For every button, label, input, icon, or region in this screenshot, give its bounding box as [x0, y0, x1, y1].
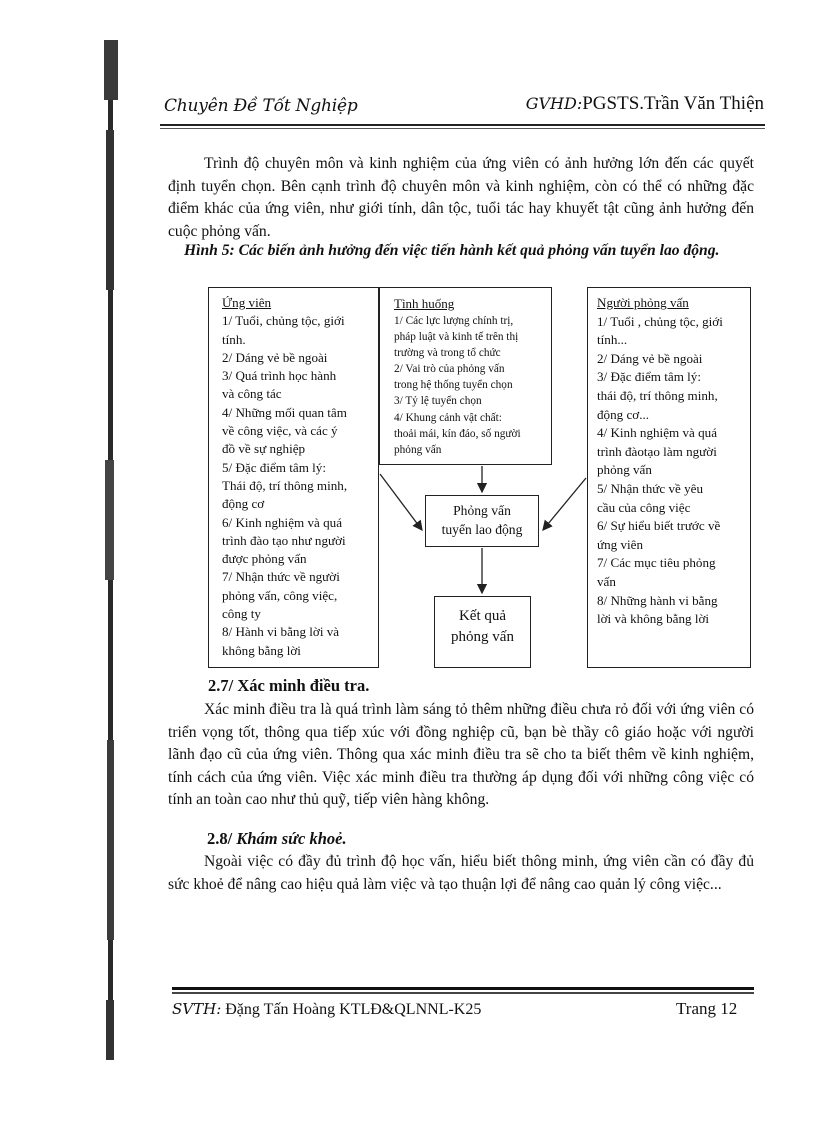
supervisor-name: PGSTS.Trần Văn Thiện: [582, 93, 764, 114]
candidate-line: và công tác: [222, 386, 282, 402]
interviewer-line: trình đàotạo làm người: [597, 443, 717, 459]
footer-rule: [172, 987, 754, 990]
interviewer-line: 4/ Kinh nghiệm và quá: [597, 425, 718, 441]
interviewer-line: vấn: [597, 573, 616, 589]
candidate-line: 2/ Dáng vẻ bề ngoài: [222, 349, 328, 365]
candidate-line: công ty: [222, 606, 261, 622]
student-name: Đặng Tấn Hoàng KTLĐ&QLNNL-K25: [225, 1001, 482, 1018]
candidate-line: tính.: [222, 331, 246, 347]
intro-paragraph: Trình độ chuyên môn và kinh nghiệm của ứng viên có ảnh hưởng lớn đến các quyết định tuyển chọn. Bên cạnh trình độ chuyên môn và kinh nghiệm, còn có thể có những đặc điểm khác của ứng viên, như giới tính, dân tộc, tuổi tác hay khuyết tật cũng ảnh hưởng đến cuộc phỏng vấn.: [168, 155, 754, 240]
situation-line: trong hệ thống tuyển chọn: [394, 379, 513, 392]
result-box: [434, 596, 531, 668]
interviewer-line: 2/ Dáng vẻ bề ngoài: [597, 350, 703, 366]
candidate-line: đồ về sự nghiệp: [222, 441, 306, 457]
interviewer-line: 3/ Đặc điểm tâm lý:: [597, 369, 701, 385]
interviewer-line: phỏng vấn: [597, 462, 652, 478]
page-number: Trang 12: [676, 999, 738, 1018]
interviewer-line: lời và không bằng lời: [597, 611, 710, 627]
interview-box-line: tuyển lao động: [441, 522, 523, 537]
candidate-line: 1/ Tuổi, chủng tộc, giới: [222, 313, 345, 329]
interviewer-line: động cơ...: [597, 406, 650, 422]
interviewer-line: 7/ Các mục tiêu phỏng: [597, 555, 716, 571]
footer-rule-thin: [172, 992, 754, 994]
interviewer-line: ứng viên: [597, 536, 644, 552]
interviewer-line: 8/ Những hành vi bằng: [597, 592, 718, 608]
candidate-line: được phỏng vấn: [222, 551, 307, 567]
interviewer-title: Người phỏng vấn: [597, 295, 689, 310]
situation-title: Tình huống: [394, 296, 455, 311]
interviewer-line: 1/ Tuổi , chủng tộc, giới: [597, 313, 723, 329]
student-info: [172, 1000, 481, 1019]
result-box-line: phỏng vấn: [451, 629, 514, 645]
situation-line: 2/ Vai trò của phỏng vấn: [394, 363, 505, 376]
arrow-interviewer-to-interview: [543, 478, 586, 530]
section-2-8-heading: [207, 829, 347, 849]
interviewer-line: 5/ Nhận thức về yêu: [597, 480, 703, 496]
section-2-8-title: Khám sức khoẻ.: [236, 829, 347, 848]
student-label: SVTH:: [172, 1000, 222, 1018]
situation-line: 1/ Các lực lượng chính trị,: [394, 315, 514, 327]
candidate-line: không bằng lời: [222, 642, 301, 658]
candidate-line: 3/ Quá trình học hành: [222, 368, 337, 384]
candidate-line: về công việc, và các ý: [222, 423, 338, 439]
situation-line: thoải mái, kín đáo, số người: [394, 427, 521, 440]
interview-box-line: Phỏng vấn: [453, 503, 511, 518]
candidate-title: Ứng viên: [222, 295, 272, 310]
result-box-line: Kết quả: [458, 608, 507, 624]
interview-box: [425, 495, 539, 547]
section-2-7-heading: 2.7/ Xác minh điều tra.: [208, 676, 370, 695]
situation-line: trường và trong tổ chức: [394, 347, 501, 360]
candidate-line: 8/ Hành vi bằng lời và: [222, 624, 340, 640]
candidate-line: 5/ Đặc điểm tâm lý:: [222, 459, 326, 475]
candidate-line: 6/ Kinh nghiệm và quá: [222, 514, 343, 530]
situation-box: [379, 287, 552, 465]
section-2-7-text: Xác minh điều tra là quá trình làm sáng tỏ thêm những điều chưa rỏ đối với ứng viên có triển vọng tốt, thông qua tiếp xúc với đồng nghiệp cũ, bạn bè thầy cô giáo hoặc với người lãnh đạo cũ của ứng viên. Thông qua xác minh điều tra sẽ cho ta biết thêm về kinh nghiệm, tính cách của ứng viên. Việc xác minh điều tra thường áp dụng đối với những công việc có tính an toàn cao như thủ quỹ, tiếp viên hàng không.: [168, 701, 754, 808]
interviewer-box: [587, 287, 751, 668]
candidate-line: động cơ: [222, 496, 265, 512]
candidate-box: [208, 287, 379, 668]
candidate-line: 7/ Nhận thức về người: [222, 569, 340, 585]
figure-caption: Hình 5: Các biến ảnh hưởng đến việc tiến hành kết quả phỏng vấn tuyển lao động.: [184, 242, 720, 259]
situation-line: 4/ Khung cảnh vật chất:: [394, 411, 502, 424]
situation-line: phỏng vấn: [394, 443, 442, 456]
interviewer-line: thái độ, trí thông minh,: [597, 387, 718, 403]
supervisor-label: GVHD:: [525, 94, 583, 113]
section-2-8-number: 2.8/: [207, 829, 233, 848]
interviewer-line: tính...: [597, 332, 628, 348]
situation-line: 3/ Tỷ lệ tuyển chọn: [394, 395, 482, 408]
candidate-line: Thái độ, trí thông minh,: [222, 477, 348, 493]
document-title: Chuyên Đề Tốt Nghiệp: [164, 96, 358, 116]
arrow-candidate-to-interview: [380, 474, 422, 530]
section-2-8-text: Ngoài việc có đầy đủ trình độ học vấn, hiểu biết thông minh, ứng viên cần có đầy đủ sức khoẻ để nâng cao hiệu quả làm việc và tạo thuận lợi để nâng cao quản lý công việc...: [168, 853, 754, 893]
situation-line: pháp luật và kinh tế trên thị: [394, 331, 519, 344]
interviewer-line: 6/ Sự hiểu biết trước về: [597, 518, 721, 534]
interviewer-line: cầu của công việc: [597, 499, 691, 515]
candidate-line: phỏng vấn, công việc,: [222, 587, 338, 603]
candidate-line: 4/ Những mối quan tâm: [222, 404, 347, 420]
candidate-line: trình đào tạo như người: [222, 532, 346, 548]
